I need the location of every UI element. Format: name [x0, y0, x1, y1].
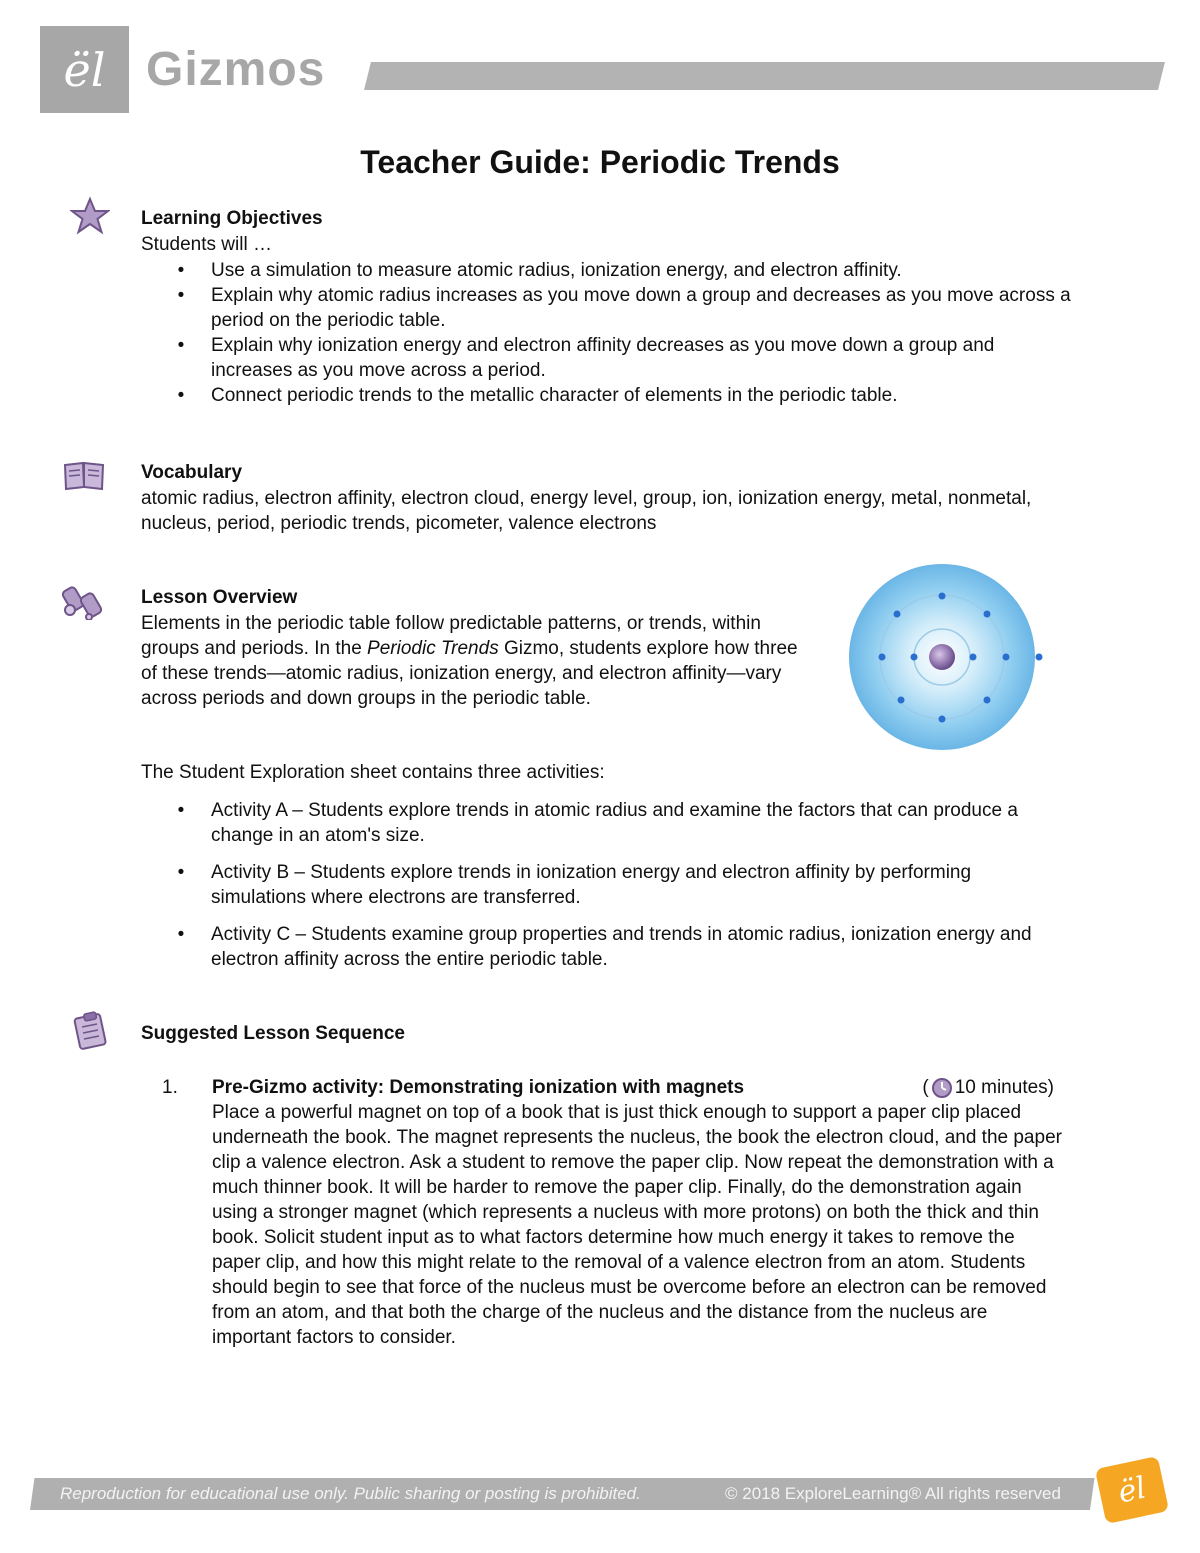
- explorelearning-logo: [1095, 1456, 1169, 1524]
- logo-glyph: ël: [63, 42, 106, 97]
- list-item: • Connect periodic trends to the metallic character of elements in the periodic table.: [177, 385, 898, 406]
- footer-notice: Reproduction for educational use only. Public sharing or posting is prohibited.: [60, 1484, 641, 1503]
- footer-copyright: © 2018 ExploreLearning® All rights reserved: [725, 1484, 1061, 1503]
- atom-illustration: [848, 562, 1044, 752]
- page-title: Teacher Guide: Periodic Trends: [360, 144, 840, 180]
- footer-logo-glyph: ël: [1114, 1470, 1150, 1510]
- objectives-list: [141, 258, 1071, 408]
- gizmos-logo: [40, 26, 129, 113]
- header-bar: [364, 62, 1165, 90]
- activities-list: [141, 798, 1071, 972]
- list-item: • Activity C – Students examine group properties and trends in atomic radius, ionization energy and electron affinity across the entire periodic table.: [177, 924, 1032, 970]
- step-body: Place a powerful magnet on top of a book that is just thick enough to support a paper clip placed underneath the book. The magnet represents the nucleus, the book the electron cloud, and the paper clip a valence electron. Ask a student to remove the paper clip. Now repeat the demonstration with a much thinner book. It will be harder to remove the paper clip. Finally, do the demonstration again using a stronger magnet (which represents a nucleus with more protons) on both the thick and thin book. Solicit student input as to what factors determine how much energy it takes to remove the paper clip, and how this might relate to the removal of a valence electron from an atom. Students should begin to see that force of the nucleus must be overcome before an electron can be removed from an atom, and that both the charge of the nucleus and the distance from the nucleus are important factors to consider.: [212, 1102, 1062, 1348]
- objectives-intro: Students will …: [141, 234, 272, 255]
- list-item: • Activity B – Students explore trends in ionization energy and electron affinity by performing simulations where electrons are transferred.: [177, 862, 972, 908]
- overview-paragraph: Elements in the periodic table follow predictable patterns, or trends, within groups and periods. In the Periodic Trends Gizmo, students explore how three of these trends—atomic radius, ionization energy, and electron affinity—vary across periods and down groups in the periodic table.: [141, 613, 798, 709]
- star-icon: [70, 196, 110, 236]
- overview-heading: Lesson Overview: [141, 587, 298, 608]
- clipboard-icon: [70, 1010, 110, 1050]
- list-item: • Use a simulation to measure atomic radius, ionization energy, and electron affinity.: [177, 260, 902, 281]
- sequence-heading: Suggested Lesson Sequence: [141, 1023, 405, 1044]
- activities-intro: The Student Exploration sheet contains three activities:: [141, 762, 605, 783]
- list-item: • Activity A – Students explore trends in atomic radius and examine the factors that can produce a change in an atom's size.: [177, 800, 1018, 846]
- step-title: Pre-Gizmo activity: Demonstrating ionization with magnets: [212, 1077, 745, 1098]
- step-time: ( 10 minutes): [922, 1077, 1054, 1098]
- list-item: • Explain why atomic radius increases as you move down a group and decreases as you move across a period on the periodic table.: [177, 285, 1071, 331]
- step-number: 1.: [162, 1077, 178, 1098]
- vocabulary-text: atomic radius, electron affinity, electron cloud, energy level, group, ion, ionization energy, metal, nonmetal, nucleus, period, periodic trends, picometer, valence electrons: [141, 488, 1032, 534]
- binoculars-icon: [62, 580, 106, 620]
- list-item: • Explain why ionization energy and electron affinity decreases as you move down a group and increases as you move across a period.: [177, 335, 995, 381]
- book-icon: [62, 455, 106, 495]
- objectives-heading: Learning Objectives: [141, 208, 323, 229]
- brand-name: Gizmos: [146, 43, 326, 96]
- vocabulary-heading: Vocabulary: [141, 462, 243, 483]
- clock-icon: [931, 1077, 953, 1099]
